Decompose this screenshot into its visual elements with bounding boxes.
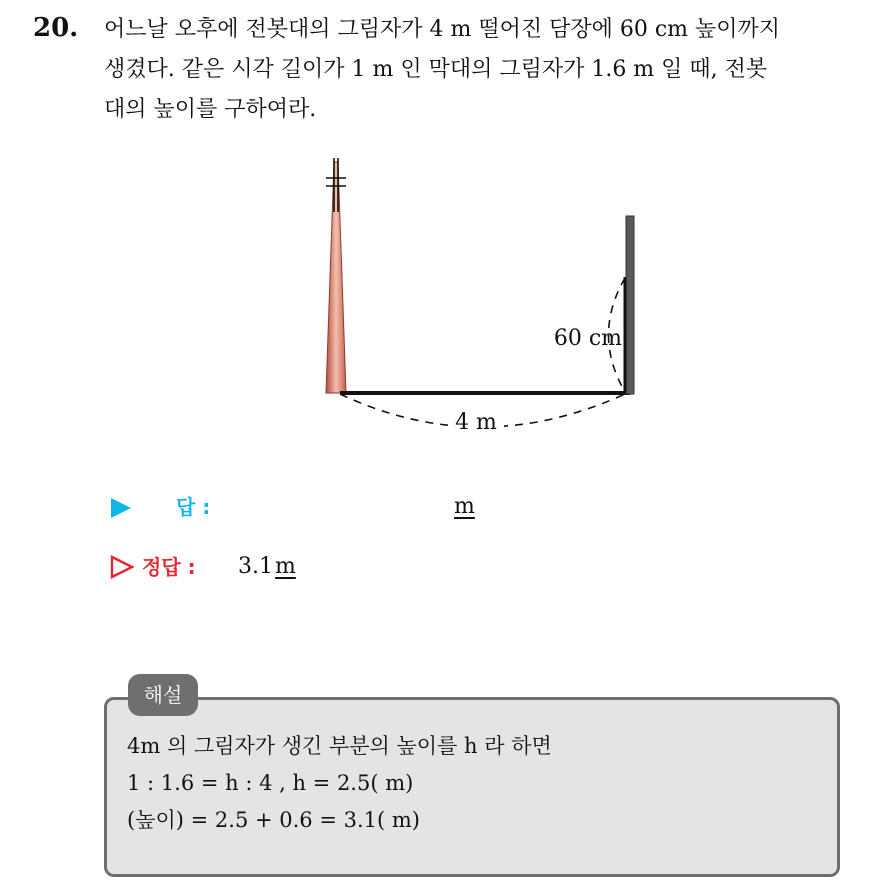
question-text [104,10,864,130]
wall-height-label: 60 cm [553,326,622,351]
answer-row [110,490,610,524]
play-marker-icon [110,497,132,519]
correct-answer-value-group [238,550,296,584]
correct-answer-unit: m [275,554,296,579]
shadow-figure [300,150,660,450]
explanation-tab: 해설 [128,674,198,716]
explanation-box [104,697,840,877]
outline-play-marker-icon [110,555,134,579]
correct-answer-row [110,550,610,584]
question-line: 대의 높이를 구하여라. [104,97,317,122]
correct-answer-label: 정답 : [142,555,196,579]
ground-length-label: 4 m [455,410,497,435]
pole-body [326,162,346,393]
correct-answer-value: 3.1 [238,554,273,579]
explanation-line: 1 : 1.6 = h : 4 , h = 2.5( m) [127,771,414,795]
utility-pole [326,158,346,393]
answer-label: 답 : [176,495,211,519]
explanation-line: (높이) = 2.5 + 0.6 = 3.1( m) [127,808,420,832]
wall [626,216,634,394]
question-line: 어느날 오후에 전봇대의 그림자가 4 m 떨어진 담장에 60 cm 높이까지 [104,17,781,42]
explanation-line: 4m 의 그림자가 생긴 부분의 높이를 h 라 하면 [127,734,552,758]
explanation-lines [127,728,552,839]
answer-unit: m [454,494,475,519]
problem-number: 20. [33,13,79,43]
question-line: 생겼다. 같은 시각 길이가 1 m 인 막대의 그림자가 1.6 m 일 때, 전봇 [104,57,768,82]
